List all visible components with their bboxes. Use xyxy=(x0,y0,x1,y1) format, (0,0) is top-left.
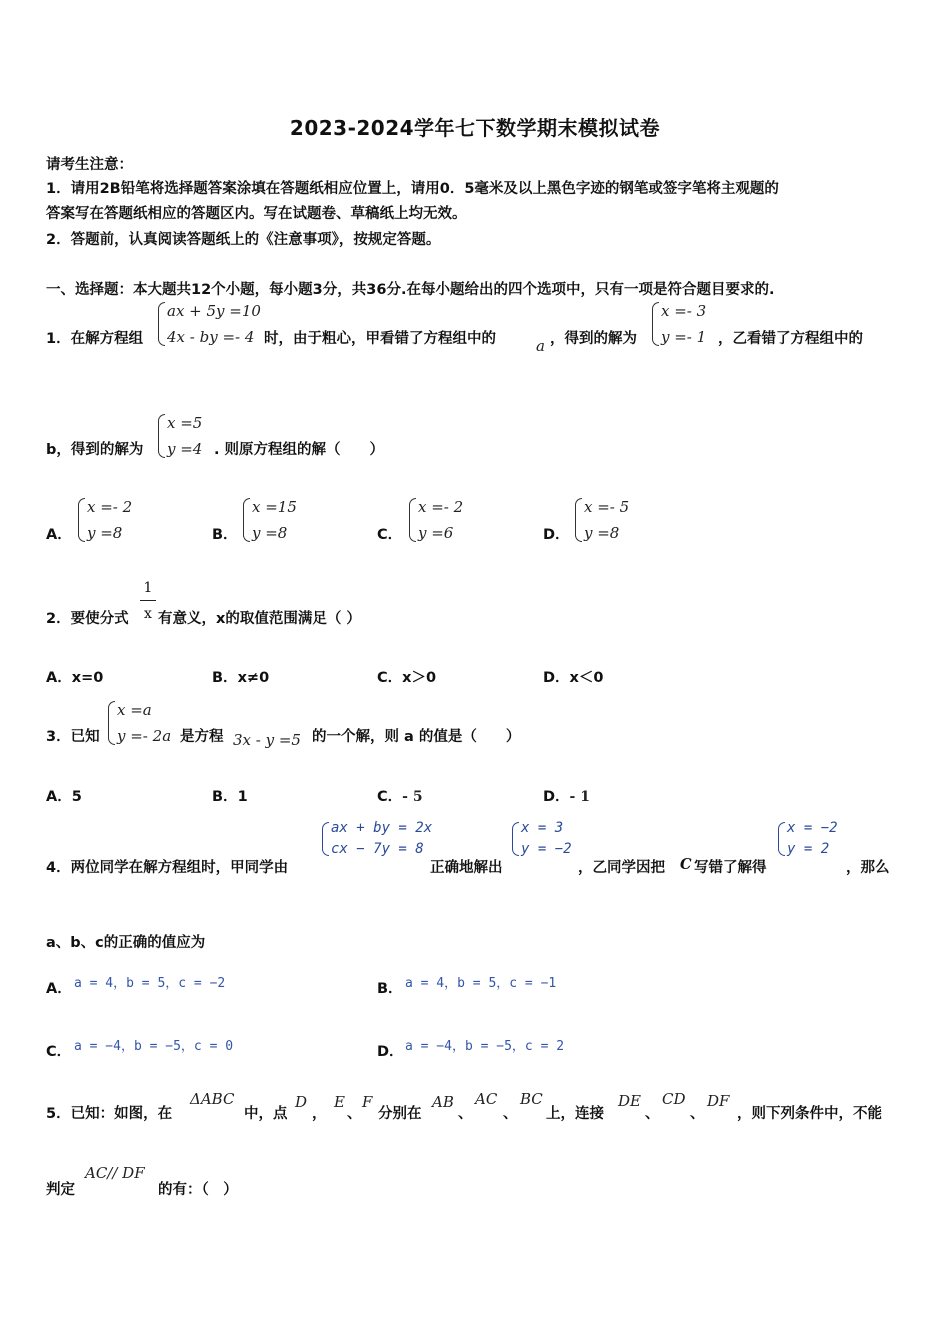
q3-option-c-value: - 5 xyxy=(402,789,423,805)
q4-sol2-y: y = 2 xyxy=(787,841,830,857)
q2-option-a-value: x=0 xyxy=(71,670,104,686)
q3-option-a-value: 5 xyxy=(71,789,82,805)
q4-text-5: ，那么 xyxy=(846,860,890,876)
q2-option-a-label: A． xyxy=(46,670,72,686)
notice-line-2: 2．答题前，认真阅读答题纸上的《注意事项》，按规定答题。 xyxy=(46,232,441,248)
q4-equation-system xyxy=(322,818,432,860)
q1-option-c-label[interactable]: C． xyxy=(377,527,403,543)
q3-option-c[interactable] xyxy=(377,785,423,806)
q1-option-d[interactable] xyxy=(575,494,629,546)
q5-segment-df: DF xyxy=(707,1092,730,1110)
q1-option-a[interactable] xyxy=(78,494,132,546)
q2-option-d-label: D． xyxy=(543,670,570,686)
q2-option-d[interactable] xyxy=(543,666,604,687)
q4-option-d-label[interactable]: D． xyxy=(377,1044,404,1060)
q1-sol2-x: x =5 xyxy=(167,414,203,432)
q5-segment-ac: AC xyxy=(475,1090,498,1108)
q4-option-b-label[interactable]: B． xyxy=(377,981,403,997)
q1-option-a-x: x =- 2 xyxy=(87,498,133,516)
q3-option-c-label: C． xyxy=(377,789,403,805)
q5-text-5: ，则下列条件中，不能 xyxy=(737,1106,882,1122)
q5-sep-2: 、 xyxy=(458,1106,473,1122)
notice-heading: 请考生注意： xyxy=(46,157,133,173)
q1-text-4: ，乙看错了方程组中的 xyxy=(718,331,863,347)
q5-point-d: D xyxy=(295,1093,308,1111)
q3-option-d-value: - 1 xyxy=(569,789,590,805)
q1-option-b-label[interactable]: B． xyxy=(212,527,238,543)
q4-eq-2: cx − 7y = 8 xyxy=(331,841,424,857)
notice-line-1b: 答案写在答题纸相应的答题区内。写在试题卷、草稿纸上均无效。 xyxy=(46,206,467,222)
q3-option-b-label: B． xyxy=(212,789,238,805)
q3-option-a-label: A． xyxy=(46,789,72,805)
q4-text-6: a、b、c的正确的值应为 xyxy=(46,935,206,951)
q1-option-b-y: y =8 xyxy=(252,524,288,542)
q5-point-e: E xyxy=(334,1093,345,1111)
q2-option-b-value: x≠0 xyxy=(237,670,270,686)
q4-eq-1: ax + by = 2x xyxy=(331,820,433,836)
q3-sol-y: y =- 2a xyxy=(117,727,172,745)
q4-sol1-x: x = 3 xyxy=(521,820,564,836)
q1-option-c-y: y =6 xyxy=(418,524,454,542)
q1-text-2: 时，由于粗心，甲看错了方程组中的 xyxy=(264,331,496,347)
q2-option-b-label: B． xyxy=(212,670,238,686)
q5-sep-3: 、 xyxy=(503,1106,518,1122)
q5-comma-1: ， xyxy=(312,1106,327,1122)
q1-option-b[interactable] xyxy=(243,494,297,546)
q3-option-a[interactable] xyxy=(46,785,82,806)
q1-option-a-label[interactable]: A． xyxy=(46,527,72,543)
notice-line-1a: 1．请用2B铅笔将选择题答案涂填在答题纸相应位置上，请用0．5毫米及以上黑色字迹的钢笔或签字笔将主观题的 xyxy=(46,181,779,197)
q5-text-6: 判定 xyxy=(46,1182,75,1198)
q3-option-d-label: D． xyxy=(543,789,570,805)
q1-sol1-y: y =- 1 xyxy=(661,328,707,346)
q4-option-d-value[interactable]: a = −4，b = −5，c = 2 xyxy=(405,1039,565,1054)
q3-equation: 3x - y =5 xyxy=(233,731,301,749)
q1-sol1-x: x =- 3 xyxy=(661,302,707,320)
q5-sep-5: 、 xyxy=(690,1106,705,1122)
q2-option-d-value: x＜0 xyxy=(569,670,604,686)
q1-sol2-y: y =4 xyxy=(167,440,203,458)
q5-triangle-abc: ΔABC xyxy=(190,1090,235,1108)
q4-sol1-y: y = −2 xyxy=(521,841,572,857)
q5-text-7: 的有：（ ） xyxy=(158,1182,238,1198)
q5-parallel: AC// DF xyxy=(85,1164,145,1182)
q2-fraction xyxy=(138,580,158,624)
q4-option-c-label[interactable]: C． xyxy=(46,1044,72,1060)
q5-segment-cd: CD xyxy=(662,1090,686,1108)
q5-text-2: 中，点 xyxy=(244,1106,288,1122)
q5-text-4: 上，连接 xyxy=(546,1106,604,1122)
q4-solution-1 xyxy=(512,818,572,860)
q3-sol-x: x =a xyxy=(117,701,152,719)
q4-text-1: 4．两位同学在解方程组时，甲同学由 xyxy=(46,860,289,876)
q5-text-1: 5．已知：如图，在 xyxy=(46,1106,173,1122)
q5-segment-ab: AB xyxy=(432,1093,454,1111)
q4-option-a-value[interactable]: a = 4，b = 5，c = −2 xyxy=(74,976,226,991)
q1-equation-system xyxy=(158,298,261,350)
q4-option-c-value[interactable]: a = −4，b = −5，c = 0 xyxy=(74,1039,234,1054)
q4-text-4: 写错了解得 xyxy=(694,860,767,876)
q4-sol2-x: x = −2 xyxy=(787,820,838,836)
q1-option-d-label[interactable]: D． xyxy=(543,527,570,543)
q2-text-1: 2．要使分式 xyxy=(46,611,129,627)
q3-solution xyxy=(108,697,171,749)
q4-text-3: ，乙同学因把 xyxy=(578,860,665,876)
q5-text-3: 分别在 xyxy=(378,1106,422,1122)
q3-option-d[interactable] xyxy=(543,785,590,806)
q5-segment-bc: BC xyxy=(520,1090,543,1108)
q1-text-6: . 则原方程组的解（ ） xyxy=(214,442,385,458)
q3-text-1: 3．已知 xyxy=(46,729,100,745)
q2-option-a[interactable] xyxy=(46,666,103,687)
q2-option-b[interactable] xyxy=(212,666,269,687)
q1-eq-2: 4x - by =- 4 xyxy=(167,328,255,346)
q1-var-a: a xyxy=(536,337,545,355)
q3-text-2: 是方程 xyxy=(180,729,224,745)
q4-solution-2 xyxy=(778,818,838,860)
q1-solution-2 xyxy=(158,410,202,462)
q1-eq-1: ax + 5y =10 xyxy=(167,302,261,320)
q1-option-d-x: x =- 5 xyxy=(584,498,630,516)
q3-option-b[interactable] xyxy=(212,785,248,806)
q1-text-5: b，得到的解为 xyxy=(46,442,144,458)
q5-segment-de: DE xyxy=(618,1092,641,1110)
q4-var-c: C xyxy=(680,856,692,873)
q5-sep-1: 、 xyxy=(347,1106,362,1122)
section-heading: 一、选择题：本大题共12个小题，每小题3分，共36分.在每小题给出的四个选项中，只有一项是符合题目要求的. xyxy=(46,282,775,298)
q5-point-f: F xyxy=(362,1093,373,1111)
q2-denominator: x xyxy=(144,606,152,622)
q2-option-c[interactable] xyxy=(377,666,436,687)
q4-option-a-label[interactable]: A． xyxy=(46,981,72,997)
q1-option-b-x: x =15 xyxy=(252,498,297,516)
q1-text-3: ，得到的解为 xyxy=(550,331,637,347)
q3-text-3: 的一个解，则 a 的值是（ ） xyxy=(312,729,521,745)
q4-option-b-value[interactable]: a = 4，b = 5，c = −1 xyxy=(405,976,557,991)
q1-solution-1 xyxy=(652,298,706,350)
q1-text-1: 1．在解方程组 xyxy=(46,331,144,347)
q1-option-c[interactable] xyxy=(409,494,463,546)
q1-option-c-x: x =- 2 xyxy=(418,498,464,516)
q2-option-c-value: x＞0 xyxy=(402,670,437,686)
q3-option-b-value: 1 xyxy=(237,789,248,805)
q4-text-2: 正确地解出 xyxy=(430,860,503,876)
q2-text-2: 有意义，x的取值范围满足（ ） xyxy=(158,611,361,627)
q1-option-d-y: y =8 xyxy=(584,524,620,542)
q5-sep-4: 、 xyxy=(645,1106,660,1122)
q2-numerator: 1 xyxy=(143,580,153,596)
q1-option-a-y: y =8 xyxy=(87,524,123,542)
q2-option-c-label: C． xyxy=(377,670,403,686)
page-title: 2023-2024学年七下数学期末模拟试卷 xyxy=(289,116,661,140)
